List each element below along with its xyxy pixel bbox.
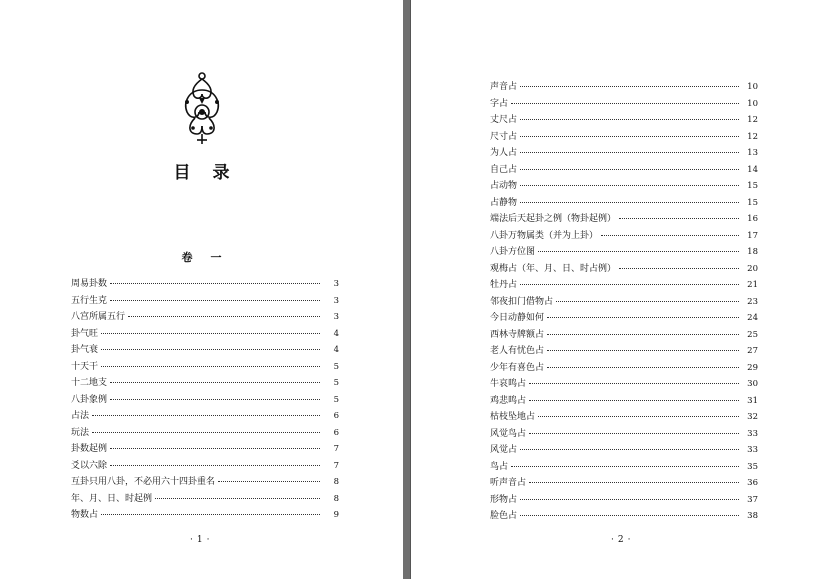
leader-dots	[110, 448, 320, 449]
toc-entry-label: 八卦象例	[71, 394, 108, 405]
toc-entry-label: 形物占	[490, 494, 518, 505]
leader-dots	[511, 466, 739, 467]
toc-entry[interactable]	[490, 459, 758, 476]
toc-entry[interactable]	[490, 244, 758, 261]
toc-entry-page: 6	[333, 427, 339, 438]
leader-dots	[110, 399, 320, 400]
leader-dots	[529, 433, 739, 434]
leader-dots	[520, 119, 739, 120]
toc-entry-label: 八卦方位图	[490, 247, 536, 257]
toc-entry[interactable]	[71, 293, 339, 310]
toc-entry[interactable]	[71, 408, 339, 425]
toc-entry[interactable]	[490, 376, 758, 393]
toc-entry[interactable]	[71, 491, 339, 508]
leader-dots	[92, 432, 320, 433]
toc-entry-label: 字占	[490, 98, 509, 109]
toc-entry[interactable]	[71, 425, 339, 442]
leader-dots	[547, 367, 739, 368]
toc-entry[interactable]	[490, 195, 758, 212]
toc-entry-page: 27	[747, 346, 758, 356]
book-gutter	[403, 0, 411, 579]
toc-entry-page: 30	[747, 379, 758, 389]
toc-entry-label: 卦气旺	[71, 328, 99, 339]
toc-entry-label: 观梅占（年、月、日、时占例）	[490, 263, 617, 274]
leader-dots	[128, 316, 320, 317]
toc-entry[interactable]	[490, 475, 758, 492]
toc-entry-page: 5	[333, 394, 339, 405]
toc-entry-page: 4	[333, 328, 339, 339]
leader-dots	[520, 185, 739, 186]
leader-dots	[511, 103, 739, 104]
toc-entry-page: 25	[747, 329, 758, 340]
toc-entry-label: 八宫所属五行	[71, 312, 126, 322]
toc-entry-page: 29	[747, 362, 758, 373]
leader-dots	[110, 382, 320, 383]
toc-entry[interactable]	[490, 162, 758, 179]
toc-entry-page: 15	[747, 181, 758, 191]
toc-entry-label: 今日动静如何	[490, 313, 545, 323]
leader-dots	[155, 498, 320, 499]
toc-entry-page: 33	[747, 428, 758, 439]
toc-entry[interactable]	[490, 178, 758, 195]
volume-heading: 卷一	[181, 251, 240, 264]
toc-entry[interactable]	[490, 360, 758, 377]
toc-entry[interactable]	[71, 326, 339, 343]
leader-dots	[101, 333, 320, 334]
toc-entry-page: 7	[333, 444, 339, 454]
toc-entry-page: 16	[747, 214, 758, 224]
toc-entry-label: 风觉鸟占	[490, 428, 527, 439]
toc-entry-page: 18	[747, 247, 758, 257]
toc-entry[interactable]	[490, 112, 758, 129]
leader-dots	[520, 136, 739, 137]
toc-entry-label: 脸色占	[490, 511, 518, 521]
toc-entry-page: 10	[747, 98, 758, 109]
toc-entry[interactable]	[490, 442, 758, 459]
leader-dots	[538, 251, 739, 252]
toc-entry[interactable]	[71, 342, 339, 359]
toc-entry[interactable]	[490, 96, 758, 113]
leader-dots	[101, 366, 320, 367]
leader-dots	[520, 169, 739, 170]
toc-entry-label: 十二地支	[71, 378, 108, 388]
toc-entry-label: 年、月、日、时起例	[71, 493, 153, 504]
leader-dots	[218, 481, 320, 482]
toc-entry-label: 牡丹占	[490, 280, 518, 290]
toc-entry-label: 为人占	[490, 148, 518, 158]
toc-entry-page: 17	[747, 230, 758, 241]
toc-entry-page: 36	[747, 478, 758, 488]
toc-entry-page: 38	[747, 511, 758, 521]
toc-entry[interactable]	[490, 343, 758, 360]
toc-entry[interactable]	[490, 409, 758, 426]
leader-dots	[520, 515, 739, 516]
toc-entry-label: 卦气衰	[71, 345, 99, 355]
leader-dots	[556, 301, 739, 302]
toc-entry-label: 邻夜扣门借物占	[490, 296, 554, 307]
page-number: ·1·	[190, 535, 214, 545]
toc-entry-page: 3	[333, 295, 339, 306]
toc-entry-label: 占静物	[490, 197, 518, 208]
toc-entry[interactable]	[490, 145, 758, 162]
toc-entry-label: 占动物	[490, 181, 518, 191]
toc-entry[interactable]	[71, 474, 339, 491]
toc-list-right	[490, 79, 758, 525]
toc-entry-label: 物数占	[71, 510, 99, 520]
toc-entry-page: 4	[333, 345, 339, 355]
toc-entry[interactable]	[490, 492, 758, 509]
toc-entry-page: 10	[747, 82, 758, 92]
floral-ornament-icon	[177, 70, 227, 146]
toc-entry-page: 31	[747, 395, 758, 406]
toc-entry[interactable]	[490, 426, 758, 443]
toc-entry[interactable]	[490, 228, 758, 245]
toc-entry-page: 37	[747, 494, 758, 505]
toc-entry-label: 五行生克	[71, 295, 108, 306]
toc-entry-page: 3	[333, 279, 339, 289]
toc-entry-label: 鸟占	[490, 461, 509, 472]
leader-dots	[529, 482, 739, 483]
toc-entry[interactable]	[490, 327, 758, 344]
leader-dots	[92, 415, 320, 416]
toc-entry-label: 尺寸占	[490, 131, 518, 142]
toc-entry[interactable]	[71, 359, 339, 376]
leader-dots	[101, 349, 320, 350]
toc-entry-label: 玩法	[71, 427, 90, 438]
toc-entry-page: 5	[333, 361, 339, 372]
toc-entry-label: 占法	[71, 411, 90, 421]
toc-entry-page: 21	[747, 280, 758, 290]
toc-entry-label: 老人有忧色占	[490, 346, 545, 356]
toc-entry-page: 33	[747, 445, 758, 455]
toc-entry-label: 周易卦数	[71, 279, 108, 289]
leader-dots	[529, 400, 739, 401]
toc-entry[interactable]	[490, 393, 758, 410]
toc-entry-page: 13	[747, 148, 758, 158]
toc-entry-label: 少年有喜色占	[490, 362, 545, 373]
toc-entry-label: 鸡悲鸣占	[490, 395, 527, 406]
leader-dots	[110, 465, 320, 466]
toc-entry-page: 20	[747, 263, 758, 274]
toc-entry-page: 8	[333, 493, 339, 504]
toc-entry-label: 声音占	[490, 82, 518, 92]
page-title: 目录	[173, 163, 252, 183]
leader-dots	[110, 283, 320, 284]
toc-entry-label: 爻以六除	[71, 460, 108, 471]
toc-entry-label: 牛哀鸣占	[490, 379, 527, 389]
toc-entry[interactable]	[71, 276, 339, 293]
toc-entry-page: 5	[333, 378, 339, 388]
leader-dots	[520, 202, 739, 203]
toc-entry[interactable]	[490, 277, 758, 294]
toc-entry[interactable]	[71, 458, 339, 475]
leader-dots	[520, 499, 739, 500]
toc-entry-page: 6	[333, 411, 339, 421]
leader-dots	[547, 350, 739, 351]
toc-entry-label: 丈尺占	[490, 115, 518, 125]
leader-dots	[619, 268, 739, 269]
leader-dots	[520, 152, 739, 153]
toc-entry[interactable]	[71, 392, 339, 409]
leader-dots	[520, 449, 739, 450]
toc-entry-page: 23	[747, 296, 758, 307]
leader-dots	[547, 317, 739, 318]
toc-entry-label: 十天干	[71, 361, 99, 372]
toc-entry[interactable]	[71, 507, 339, 524]
toc-entry[interactable]	[490, 261, 758, 278]
toc-entry-page: 7	[333, 460, 339, 471]
leader-dots	[619, 218, 739, 219]
leader-dots	[520, 86, 739, 87]
toc-entry-label: 互卦只用八卦，不必用六十四卦重名	[71, 477, 216, 487]
toc-entry-label: 端法后天起卦之例（物卦起例）	[490, 214, 617, 224]
leader-dots	[101, 514, 320, 515]
toc-entry[interactable]	[490, 310, 758, 327]
toc-entry-label: 卦数起例	[71, 444, 108, 454]
leader-dots	[538, 416, 739, 417]
page-number: ·2·	[611, 535, 635, 545]
toc-entry-page: 8	[333, 477, 339, 487]
leader-dots	[547, 334, 739, 335]
toc-entry-label: 听声音占	[490, 478, 527, 488]
toc-entry[interactable]	[71, 309, 339, 326]
toc-entry-page: 15	[747, 197, 758, 208]
toc-entry[interactable]	[71, 375, 339, 392]
leader-dots	[529, 383, 739, 384]
leader-dots	[110, 300, 320, 301]
toc-entry-page: 12	[747, 115, 758, 125]
toc-entry[interactable]	[490, 129, 758, 146]
toc-entry[interactable]	[490, 508, 758, 525]
toc-entry-page: 24	[747, 313, 758, 323]
toc-entry-page: 3	[333, 312, 339, 322]
toc-entry-page: 9	[333, 510, 339, 520]
toc-entry-page: 32	[747, 412, 758, 422]
toc-list-left	[71, 276, 339, 524]
toc-entry[interactable]	[71, 441, 339, 458]
toc-entry[interactable]	[490, 294, 758, 311]
toc-entry-page: 12	[747, 131, 758, 142]
toc-entry-page: 14	[747, 164, 758, 175]
toc-entry-label: 自己占	[490, 164, 518, 175]
leader-dots	[520, 284, 739, 285]
toc-entry[interactable]	[490, 211, 758, 228]
toc-entry-label: 风觉占	[490, 445, 518, 455]
leader-dots	[601, 235, 739, 236]
toc-entry-label: 八卦万物属类（并为上卦）	[490, 230, 599, 241]
toc-entry-label: 枯枝坠地占	[490, 412, 536, 422]
left-page	[0, 0, 403, 579]
toc-entry-label: 西林寺牌额占	[490, 329, 545, 340]
toc-entry-page: 35	[747, 461, 758, 472]
toc-entry[interactable]	[490, 79, 758, 96]
